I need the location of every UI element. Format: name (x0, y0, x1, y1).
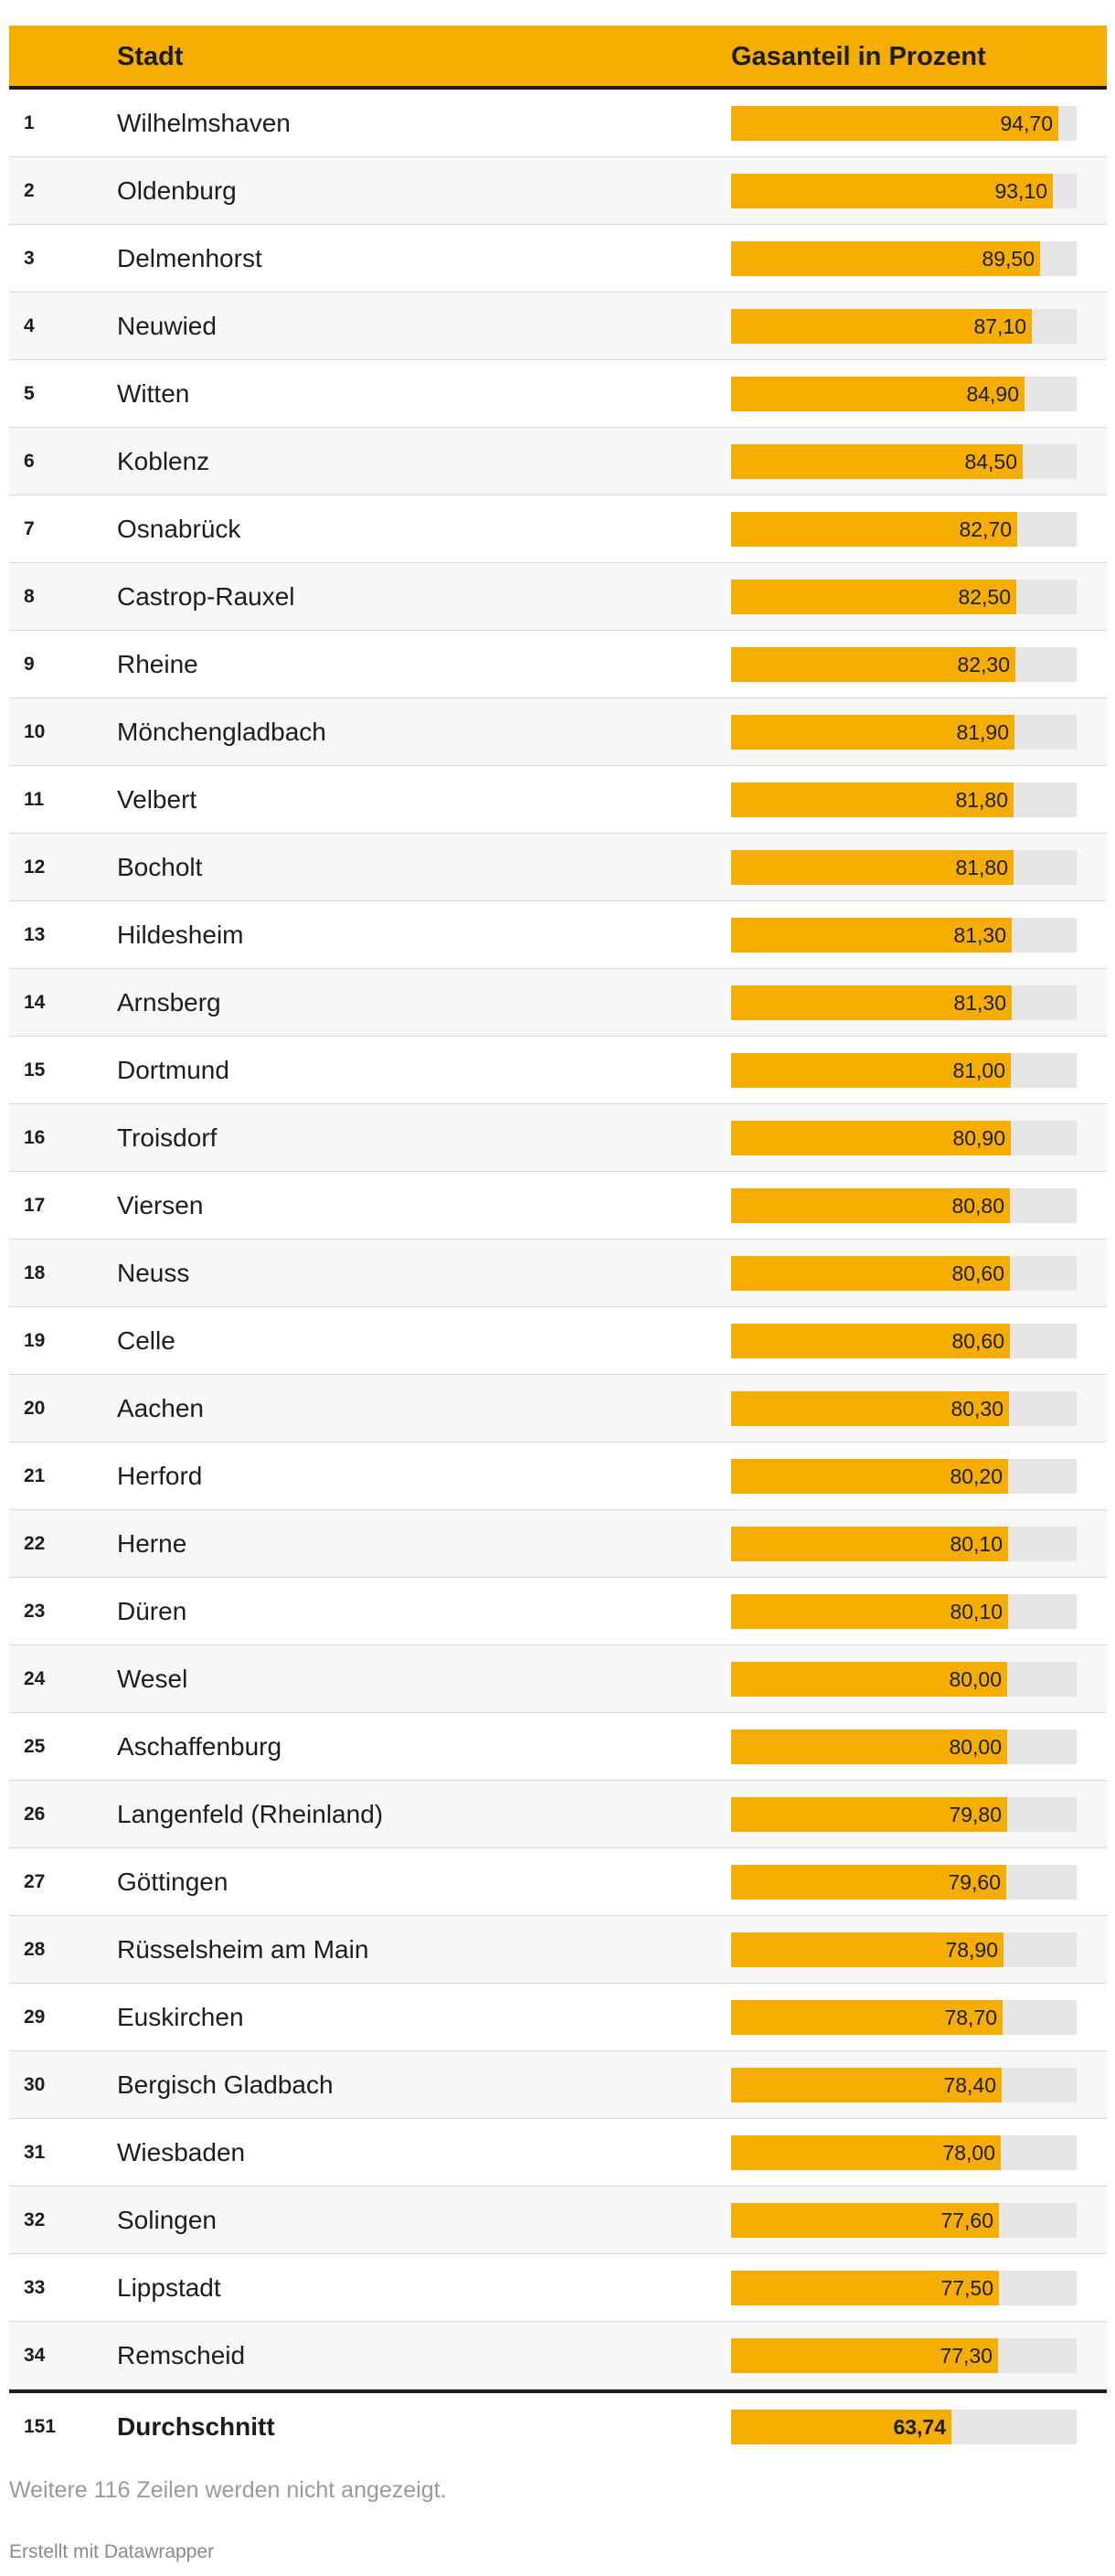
footer-note: Weitere 116 Zeilen werden nicht angezeigt. (9, 2477, 447, 2503)
row-city: Herne (117, 1529, 187, 1558)
bar-track (731, 2000, 1077, 2035)
table-row (9, 2254, 1107, 2322)
row-rank: 4 (24, 315, 35, 336)
row-city: Neuwied (117, 312, 217, 340)
row-rank: 32 (24, 2209, 46, 2230)
summary-bar-track (731, 2410, 1077, 2444)
bar (731, 1053, 1011, 1088)
row-city: Wilhelmshaven (117, 109, 291, 137)
bar-value-label: 82,70 (959, 517, 1012, 541)
row-rank: 14 (24, 992, 46, 1013)
table-row (9, 1375, 1107, 1442)
row-rank: 8 (24, 586, 35, 607)
bar-track (731, 241, 1077, 276)
table-row (9, 360, 1107, 428)
header-value[interactable]: Gasanteil in Prozent (731, 42, 986, 71)
table-row (9, 1578, 1107, 1645)
row-city: Koblenz (117, 447, 210, 475)
row-city: Aschaffenburg (117, 1732, 282, 1761)
bar-track (731, 850, 1077, 885)
table-row (9, 1104, 1107, 1172)
bar (731, 1797, 1007, 1832)
summary-rank: 151 (24, 2416, 57, 2437)
bar-value-label: 77,50 (940, 2276, 993, 2300)
bar-track (731, 1391, 1077, 1426)
row-city: Aachen (117, 1394, 204, 1422)
bar (731, 1865, 1006, 1900)
row-rank: 27 (24, 1871, 46, 1892)
row-rank: 7 (24, 518, 35, 539)
bar-value-label: 77,60 (940, 2209, 993, 2232)
bar (731, 444, 1023, 479)
row-rank: 34 (24, 2345, 46, 2366)
table-row (9, 2187, 1107, 2254)
bar (731, 2068, 1002, 2102)
bar-value-label: 78,00 (942, 2141, 995, 2165)
row-city: Rheine (117, 650, 198, 678)
row-city: Wiesbaden (117, 2138, 246, 2166)
bar-track (731, 1865, 1077, 1900)
bar-track (731, 918, 1077, 953)
row-rank: 9 (24, 654, 35, 675)
bar-track (731, 1594, 1077, 1629)
row-city: Hildesheim (117, 921, 244, 949)
row-city: Osnabrück (117, 515, 241, 543)
bar-track (731, 106, 1077, 141)
table-row (9, 2322, 1107, 2390)
table-row (9, 1307, 1107, 1375)
row-city: Düren (117, 1597, 187, 1625)
bar-value-label: 81,00 (952, 1059, 1005, 1082)
bar-value-label: 80,60 (951, 1261, 1004, 1285)
bar-track (731, 1188, 1077, 1223)
bar (731, 2203, 999, 2238)
bar-value-label: 79,80 (949, 1803, 1002, 1826)
bar-value-label: 84,90 (966, 382, 1019, 406)
bar (731, 1324, 1010, 1358)
row-rank: 23 (24, 1601, 46, 1622)
summary-row (9, 2390, 1107, 2461)
table-row (9, 1984, 1107, 2051)
row-rank: 16 (24, 1127, 46, 1148)
bar-track (731, 1730, 1077, 1764)
table-row (9, 225, 1107, 293)
bar-track (731, 2271, 1077, 2305)
bar-track (731, 1662, 1077, 1697)
row-rank: 5 (24, 383, 35, 404)
row-rank: 18 (24, 1262, 46, 1283)
row-rank: 33 (24, 2277, 46, 2298)
table-row (9, 428, 1107, 495)
table-row (9, 1781, 1107, 1848)
bar-value-label: 77,30 (940, 2344, 993, 2368)
row-rank: 20 (24, 1398, 46, 1419)
row-rank: 31 (24, 2142, 46, 2163)
bar (731, 782, 1014, 817)
row-rank: 13 (24, 924, 46, 945)
bar (731, 1121, 1011, 1155)
table-row (9, 157, 1107, 225)
bar-value-label: 79,60 (948, 1870, 1001, 1894)
row-city: Bocholt (117, 853, 203, 881)
table-row (9, 293, 1107, 360)
bar (731, 174, 1053, 208)
row-rank: 17 (24, 1195, 46, 1216)
bar-value-label: 89,50 (982, 247, 1035, 271)
row-city: Rüsselsheim am Main (117, 1935, 369, 1964)
bar (731, 850, 1014, 885)
row-city: Viersen (117, 1191, 204, 1219)
row-rank: 19 (24, 1330, 46, 1351)
bar-track (731, 1527, 1077, 1561)
bar (731, 985, 1012, 1020)
bar-track (731, 580, 1077, 614)
bar-track (731, 715, 1077, 750)
row-rank: 2 (24, 180, 35, 201)
table-row (9, 1240, 1107, 1307)
row-city: Lippstadt (117, 2273, 221, 2302)
bar-value-label: 82,30 (957, 653, 1010, 676)
bar-value-label: 78,70 (944, 2006, 997, 2029)
summary-bar (731, 2410, 951, 2444)
row-rank: 1 (24, 112, 35, 133)
data-table (9, 26, 1107, 2461)
bar-value-label: 82,50 (958, 585, 1011, 609)
row-city: Troisdorf (117, 1123, 218, 1152)
summary-value-label: 63,74 (893, 2415, 946, 2439)
bar (731, 1594, 1008, 1629)
bar-track (731, 782, 1077, 817)
row-city: Euskirchen (117, 2003, 244, 2031)
table-row (9, 1037, 1107, 1104)
table-row (9, 2051, 1107, 2119)
bar (731, 918, 1012, 953)
bar-track (731, 2203, 1077, 2238)
table-row (9, 1172, 1107, 1240)
row-rank: 28 (24, 1939, 46, 1960)
bar (731, 647, 1015, 682)
bar-value-label: 80,00 (949, 1667, 1002, 1691)
bar-value-label: 81,80 (955, 788, 1008, 812)
table-row (9, 495, 1107, 563)
bar-value-label: 80,30 (950, 1397, 1004, 1421)
table-header (9, 26, 1107, 90)
bar (731, 377, 1025, 411)
bar (731, 1662, 1007, 1697)
row-city: Mönchengladbach (117, 718, 326, 746)
row-rank: 25 (24, 1736, 46, 1757)
table-row (9, 563, 1107, 631)
bar-value-label: 80,90 (952, 1126, 1005, 1150)
row-city: Oldenburg (117, 176, 237, 205)
bar (731, 241, 1040, 276)
row-city: Neuss (117, 1259, 190, 1287)
bar-value-label: 81,30 (953, 991, 1006, 1015)
bar (731, 2271, 999, 2305)
bar-track (731, 1121, 1077, 1155)
table-row (9, 766, 1107, 834)
row-city: Celle (117, 1326, 175, 1355)
bar-value-label: 80,10 (950, 1600, 1003, 1623)
row-rank: 6 (24, 451, 35, 472)
bar-value-label: 80,10 (950, 1532, 1003, 1556)
bar-value-label: 80,00 (949, 1735, 1002, 1759)
row-city: Witten (117, 379, 190, 408)
bar (731, 2000, 1003, 2035)
table-row (9, 698, 1107, 766)
row-city: Göttingen (117, 1868, 228, 1896)
bar (731, 2338, 998, 2373)
bar-track (731, 174, 1077, 208)
row-city: Solingen (117, 2206, 217, 2234)
bar (731, 580, 1016, 614)
table-row (9, 90, 1107, 157)
table-row (9, 1510, 1107, 1578)
table-row (9, 834, 1107, 901)
bar-track (731, 512, 1077, 547)
header-city[interactable]: Stadt (117, 42, 184, 71)
row-rank: 11 (24, 789, 45, 810)
bar (731, 1527, 1008, 1561)
bar-value-label: 78,40 (943, 2073, 996, 2097)
bar-track (731, 1797, 1077, 1832)
row-rank: 22 (24, 1533, 46, 1554)
row-rank: 10 (24, 721, 46, 742)
row-city: Langenfeld (Rheinland) (117, 1800, 384, 1828)
bar-track (731, 1459, 1077, 1494)
footer-credit[interactable]: Erstellt mit Datawrapper (9, 2541, 215, 2562)
bar-value-label: 80,20 (950, 1464, 1003, 1488)
row-city: Dortmund (117, 1056, 229, 1084)
bar (731, 2135, 1001, 2170)
bar-value-label: 94,70 (1000, 112, 1053, 135)
bar (731, 1730, 1007, 1764)
bar-value-label: 81,80 (955, 856, 1008, 879)
bar (731, 1256, 1010, 1291)
table-row (9, 969, 1107, 1037)
row-rank: 29 (24, 2007, 46, 2028)
row-city: Delmenhorst (117, 244, 262, 272)
row-city: Bergisch Gladbach (117, 2070, 334, 2099)
table-body (9, 90, 1107, 2390)
bar-track (731, 2338, 1077, 2373)
row-rank: 21 (24, 1465, 46, 1486)
table-row (9, 1645, 1107, 1713)
table-row (9, 1713, 1107, 1781)
row-rank: 12 (24, 857, 46, 878)
row-city: Velbert (117, 785, 197, 814)
table-row (9, 631, 1107, 698)
bar (731, 512, 1017, 547)
bar (731, 1391, 1009, 1426)
row-rank: 26 (24, 1804, 46, 1825)
row-rank: 3 (24, 248, 35, 269)
bar-track (731, 1932, 1077, 1967)
row-rank: 24 (24, 1668, 46, 1689)
bar-track (731, 985, 1077, 1020)
bar-track (731, 2135, 1077, 2170)
bar-value-label: 81,30 (953, 923, 1006, 947)
bar-track (731, 1256, 1077, 1291)
bar (731, 715, 1014, 750)
bar-track (731, 377, 1077, 411)
row-rank: 30 (24, 2074, 46, 2095)
bar-value-label: 80,80 (951, 1194, 1004, 1218)
row-city: Wesel (117, 1665, 188, 1693)
row-city: Remscheid (117, 2341, 246, 2369)
bar-track (731, 647, 1077, 682)
row-city: Castrop-Rauxel (117, 582, 295, 611)
bar (731, 309, 1032, 344)
table-row (9, 2119, 1107, 2187)
bar-value-label: 93,10 (994, 179, 1047, 203)
bar (731, 1188, 1010, 1223)
row-rank: 15 (24, 1059, 46, 1080)
bar-track (731, 444, 1077, 479)
table-row (9, 1442, 1107, 1510)
table-row (9, 1848, 1107, 1916)
bar-value-label: 84,50 (964, 450, 1017, 474)
bar-track (731, 2068, 1077, 2102)
table-row (9, 1916, 1107, 1984)
bar (731, 1932, 1004, 1967)
row-city: Herford (117, 1462, 203, 1490)
bar (731, 106, 1058, 141)
table-row (9, 901, 1107, 969)
bar-value-label: 80,60 (951, 1329, 1004, 1353)
bar-track (731, 1053, 1077, 1088)
bar (731, 1459, 1008, 1494)
bar-value-label: 81,90 (956, 720, 1009, 744)
bar-value-label: 78,90 (945, 1938, 998, 1962)
bar-track (731, 309, 1077, 344)
summary-city: Durchschnitt (117, 2412, 275, 2441)
row-city: Arnsberg (117, 988, 221, 1017)
bar-track (731, 1324, 1077, 1358)
bar-value-label: 87,10 (973, 314, 1026, 338)
